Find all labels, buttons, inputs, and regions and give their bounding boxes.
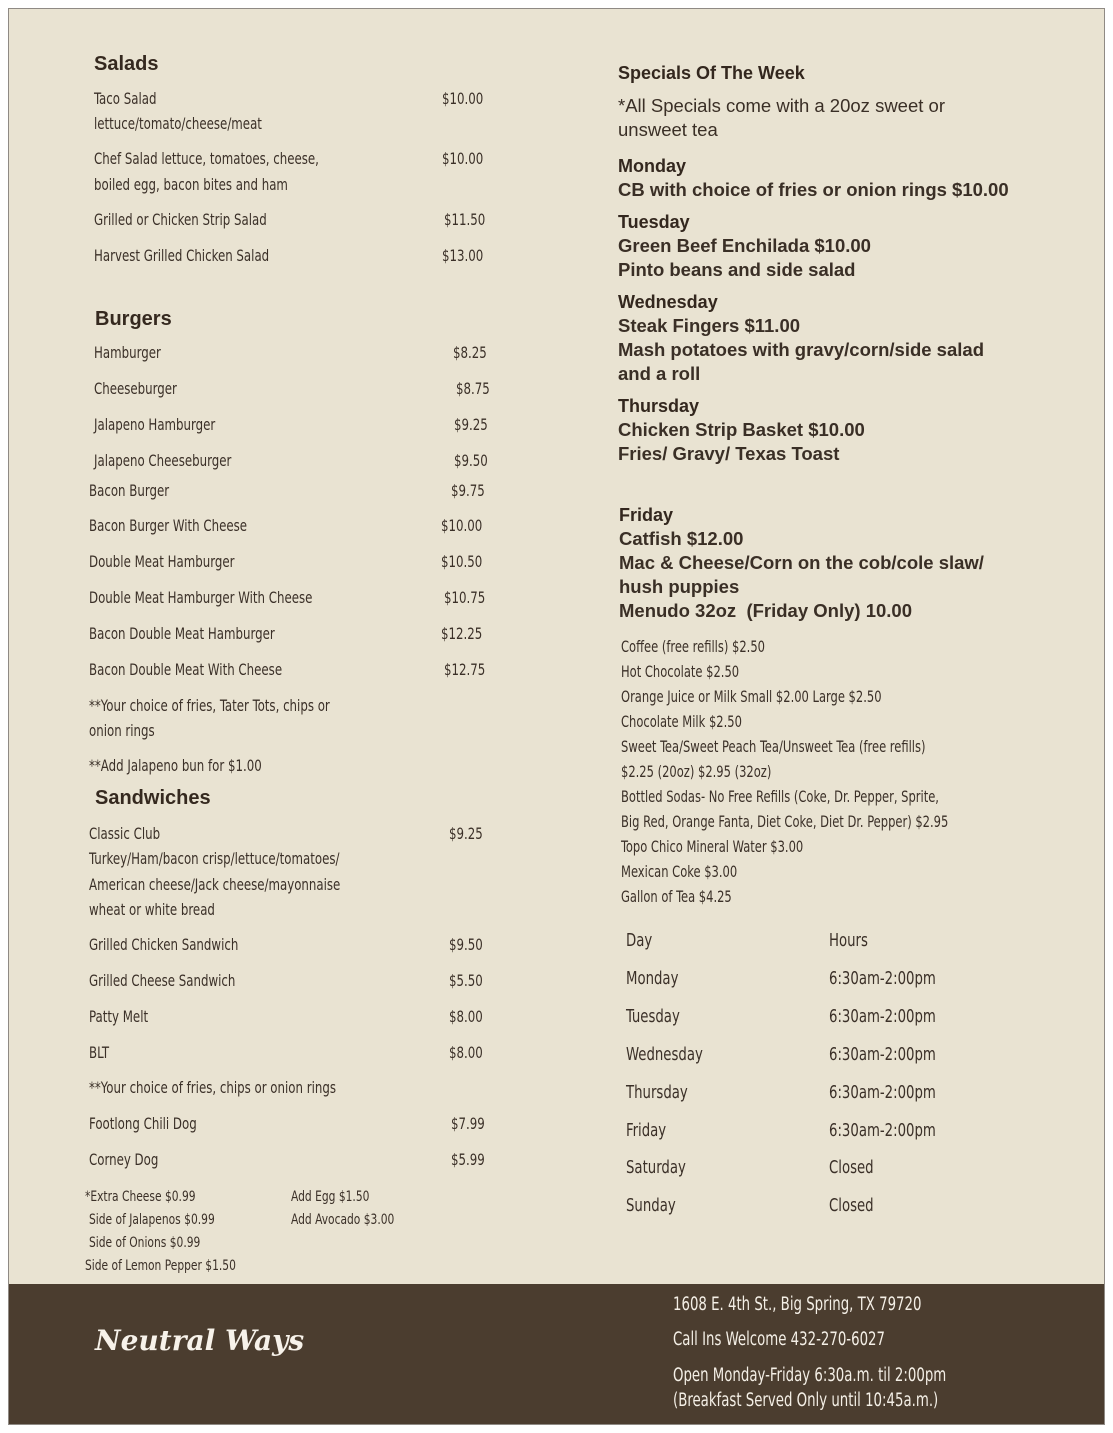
burger-item-price: $8.75 [456,379,490,398]
special-side: Pinto beans and side salad [618,259,856,280]
sandwich-item-price: $8.00 [449,1007,483,1026]
burger-item-name: Bacon Burger With Cheese [89,516,248,535]
hours-day: Saturday [626,1157,686,1178]
salad-item-desc: lettuce/tomato/cheese/meat [94,114,262,133]
beverage-item: Big Red, Orange Fanta, Diet Coke, Diet Dr. Pepper) $2.95 [621,812,949,831]
hours-header-day: Day [626,930,653,951]
burger-item-price: $10.75 [444,588,486,607]
salad-item-name: Grilled or Chicken Strip Salad [94,210,267,229]
special-day-monday: Monday [618,156,687,176]
sandwich-item-price: $9.50 [449,935,483,954]
burger-item-name: Hamburger [94,343,161,362]
sandwich-item-desc: Turkey/Ham/bacon crisp/lettuce/tomatoes/ [89,849,340,868]
menudo-friday-only: (Friday Only) [746,600,861,621]
burger-item-name: Bacon Double Meat Hamburger [89,624,275,643]
beverage-item: Orange Juice or Milk Small $2.00 Large $2.50 [621,687,882,706]
footer-breakfast-note: (Breakfast Served Only until 10:45a.m.) [673,1390,939,1411]
sandwich-item-price: $9.25 [449,824,483,843]
sandwich-item-price: $5.99 [451,1150,485,1169]
burgers-heading: Burgers [95,308,172,330]
special-side: hush puppies [619,576,740,597]
burger-item-price: $9.75 [451,481,485,500]
hours-time: 6:30am-2:00pm [829,1006,936,1027]
footer-bar [9,1284,1105,1425]
special-item: CB with choice of fries or onion rings $10.00 [618,179,1009,200]
special-day-tuesday: Tuesday [618,212,690,232]
special-side: Mac & Cheese/Corn on the cob/cole slaw/ [619,552,984,573]
sandwich-note: **Your choice of fries, chips or onion rings [89,1078,336,1097]
salads-heading: Salads [94,53,159,75]
special-side: Fries/ Gravy/ Texas Toast [618,443,840,464]
specials-heading: Specials Of The Week [618,63,805,83]
burger-item-price: $9.50 [454,451,488,470]
beverage-item: Hot Chocolate $2.50 [621,662,740,681]
hours-header-hours: Hours [829,930,868,951]
sandwich-item-price: $7.99 [451,1114,485,1133]
burger-item-name: Bacon Double Meat With Cheese [89,660,283,679]
hours-time: 6:30am-2:00pm [829,1120,936,1141]
sandwich-item-name: Grilled Cheese Sandwich [89,971,236,990]
addon-item: *Extra Cheese $0.99 [85,1189,196,1205]
burger-item-price: $12.25 [441,624,483,643]
addon-item: Side of Jalapenos $0.99 [89,1212,215,1228]
footer-open-hours: Open Monday-Friday 6:30a.m. til 2:00pm [673,1365,947,1386]
specials-note: unsweet tea [618,119,718,140]
beverage-item: Mexican Coke $3.00 [621,862,738,881]
special-side: and a roll [618,363,701,384]
sandwich-item-name: Grilled Chicken Sandwich [89,935,239,954]
sandwich-item-name: Patty Melt [89,1007,149,1026]
salad-item-price: $11.50 [444,210,486,229]
burger-item-price: $8.25 [453,343,487,362]
salad-item-price: $10.00 [442,149,484,168]
menudo-price: 10.00 [860,600,912,621]
salad-item-name: Chef Salad lettuce, tomatoes, cheese, [94,149,319,168]
sandwich-item-name: BLT [89,1043,110,1062]
special-side: Mash potatoes with gravy/corn/side salad [618,339,984,360]
sandwiches-heading: Sandwiches [95,787,211,809]
beverage-item: Chocolate Milk $2.50 [621,712,742,731]
sandwich-item-desc: American cheese/Jack cheese/mayonnaise [89,875,341,894]
salad-item-name: Taco Salad [94,89,157,108]
sandwich-item-name: Classic Club [89,824,161,843]
burger-note: **Add Jalapeno bun for $1.00 [89,756,262,775]
hours-day: Monday [626,968,679,989]
salad-item-price: $13.00 [442,246,484,265]
salad-item-price: $10.00 [442,89,484,108]
addon-item: Add Egg $1.50 [291,1189,370,1205]
special-item: Steak Fingers $11.00 [618,315,801,336]
beverage-item: Gallon of Tea $4.25 [621,887,732,906]
hours-time: 6:30am-2:00pm [829,1082,936,1103]
burger-item-name: Jalapeno Cheeseburger [94,451,232,470]
special-item: Chicken Strip Basket $10.00 [618,419,865,440]
sandwich-item-desc: wheat or white bread [89,900,215,919]
burger-item-name: Cheeseburger [94,379,177,398]
hours-time: 6:30am-2:00pm [829,1044,936,1065]
salad-item-desc: boiled egg, bacon bites and ham [94,175,288,194]
burger-item-price: $10.50 [441,552,483,571]
addon-item: Add Avocado $3.00 [291,1212,395,1228]
hours-day: Wednesday [626,1044,703,1065]
hours-day: Sunday [626,1195,676,1216]
restaurant-logo: Neutral Ways [95,1324,305,1357]
burger-item-price: $12.75 [444,660,486,679]
burger-item-name: Double Meat Hamburger [89,552,235,571]
hours-day: Thursday [626,1082,688,1103]
footer-phone: Call Ins Welcome 432-270-6027 [673,1329,885,1350]
burger-item-name: Bacon Burger [89,481,170,500]
specials-note: *All Specials come with a 20oz sweet or [618,95,945,116]
special-item: Catfish $12.00 [619,528,744,549]
special-item: Green Beef Enchilada $10.00 [618,235,871,256]
burger-item-name: Jalapeno Hamburger [94,415,216,434]
special-day-wednesday: Wednesday [618,292,718,312]
burger-item-price: $9.25 [454,415,488,434]
sandwich-item-name: Corney Dog [89,1150,159,1169]
burger-item-name: Double Meat Hamburger With Cheese [89,588,313,607]
salad-item-name: Harvest Grilled Chicken Salad [94,246,270,265]
addon-item: Side of Onions $0.99 [89,1235,201,1251]
hours-day: Friday [626,1120,667,1141]
sandwich-item-name: Footlong Chili Dog [89,1114,197,1133]
hours-time: Closed [829,1195,874,1216]
beverage-item: Topo Chico Mineral Water $3.00 [621,837,804,856]
special-day-friday: Friday [619,505,674,525]
footer-address: 1608 E. 4th St., Big Spring, TX 79720 [673,1294,922,1315]
beverage-item: $2.25 (20oz) $2.95 (32oz) [621,762,772,781]
menudo-special [619,600,912,622]
burger-item-price: $10.00 [441,516,483,535]
sandwich-item-price: $5.50 [449,971,483,990]
burger-note: onion rings [89,721,155,740]
beverage-item: Bottled Sodas- No Free Refills (Coke, Dr. Pepper, Sprite, [621,787,939,806]
beverage-item: Sweet Tea/Sweet Peach Tea/Unsweet Tea (free refills) [621,737,926,756]
hours-time: Closed [829,1157,874,1178]
beverage-item: Coffee (free refills) $2.50 [621,637,765,656]
burger-note: **Your choice of fries, Tater Tots, chips or [89,696,330,715]
menudo-name: Menudo 32oz [619,600,747,621]
menu-page [8,8,1105,1425]
addon-item: Side of Lemon Pepper $1.50 [85,1258,236,1274]
special-day-thursday: Thursday [618,396,700,416]
sandwich-item-price: $8.00 [449,1043,483,1062]
hours-time: 6:30am-2:00pm [829,968,936,989]
hours-day: Tuesday [626,1006,680,1027]
